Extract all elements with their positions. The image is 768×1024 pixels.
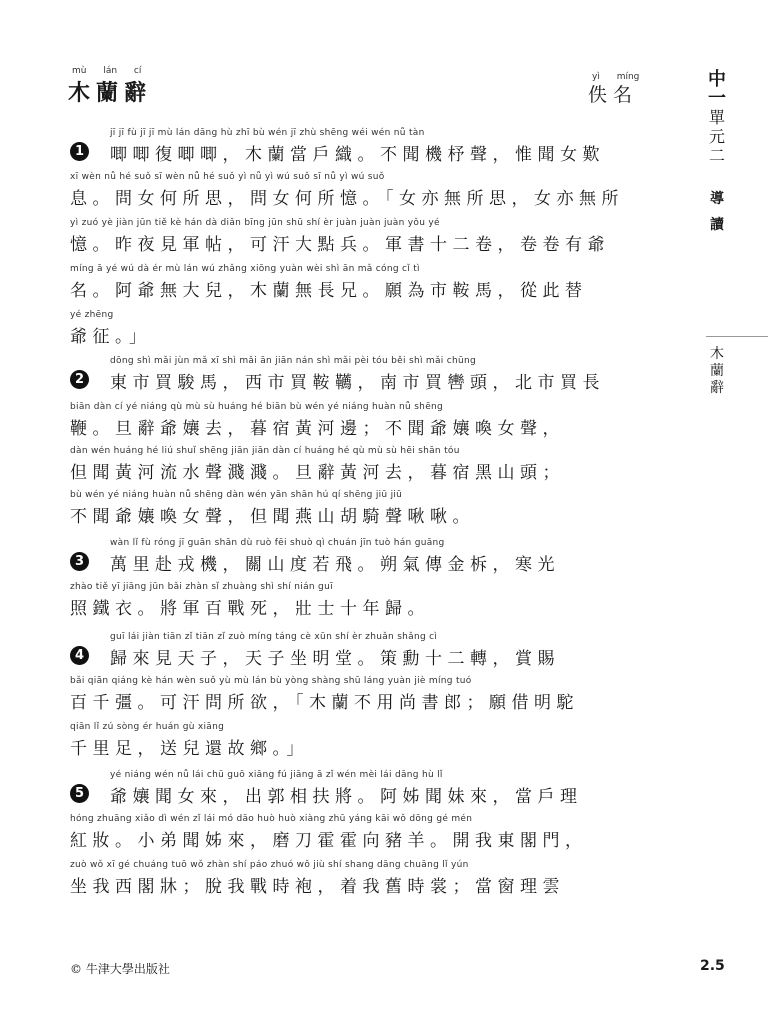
pinyin-line: zhào tiě yī jiāng jūn bǎi zhàn sǐ zhuàng shì shí nián guī bbox=[70, 582, 333, 592]
page-number: 2.5 bbox=[700, 958, 725, 974]
pinyin-line: bǎi qiān qiáng kè hán wèn suǒ yù mù lán bù yòng shàng shū láng yuàn jiè míng tuó bbox=[70, 676, 472, 686]
text-line: 東市買駿馬，西市買鞍韉，南市買轡頭，北市買長 bbox=[110, 373, 605, 393]
text-line: 唧唧復唧唧，木蘭當戶織。不聞機杼聲，惟聞女歎 bbox=[110, 145, 605, 165]
paragraph-number-4: 4 bbox=[70, 646, 89, 665]
text-line: 百千彊。可汗問所欲，「木蘭不用尚書郎；願借明駝 bbox=[70, 693, 579, 713]
paragraph-1-cont bbox=[70, 218, 650, 255]
pinyin-line: yé niáng wén nǚ lái chū guō xiāng fú jiāng ā zǐ wén mèi lái dāng hù lǐ bbox=[110, 770, 443, 780]
author-pinyin: yì míng bbox=[592, 72, 640, 82]
text-line: 但聞黃河流水聲濺濺。旦辭黃河去，暮宿黑山頭； bbox=[70, 463, 565, 483]
side-poem-label: 木 蘭 辭 bbox=[710, 346, 724, 396]
paragraph-4-cont bbox=[70, 676, 650, 713]
paragraph-2-cont bbox=[70, 490, 650, 527]
pinyin-line: wàn lǐ fù róng jī guān shān dù ruò fēi shuò qì chuán jīn tuò hán guāng bbox=[110, 538, 445, 548]
pinyin-line: bù wén yé niáng huàn nǚ shēng dàn wén yān shān hú qí shēng jiū jiū bbox=[70, 490, 403, 500]
text-line: 坐我西閣牀；脫我戰時袍，着我舊時裳；當窗理雲 bbox=[70, 877, 565, 897]
paragraph-4 bbox=[70, 632, 650, 669]
text-line: 不聞爺孃喚女聲，但聞燕山胡騎聲啾啾。 bbox=[70, 507, 475, 527]
paragraph-2-cont bbox=[70, 402, 650, 439]
page-title: 木蘭辭 bbox=[68, 80, 153, 106]
pinyin-line: dàn wén huáng hé liú shuǐ shēng jiān jiān dàn cí huáng hé qù mù sù hēi shān tóu bbox=[70, 446, 460, 456]
text-line: 鞭。旦辭爺孃去，暮宿黃河邊；不聞爺孃喚女聲， bbox=[70, 419, 565, 439]
paragraph-2-cont bbox=[70, 446, 650, 483]
pinyin-line: míng ā yé wú dà ér mù lán wú zhǎng xiōng yuàn wèi shì ān mǎ cóng cǐ tì bbox=[70, 264, 420, 274]
side-guide-label: 導 讀 bbox=[710, 191, 724, 233]
paragraph-1-cont bbox=[70, 310, 650, 347]
text-line: 爺征。」 bbox=[70, 327, 152, 347]
text-line: 紅妝。小弟聞姊來，磨刀霍霍向豬羊。開我東閣門， bbox=[70, 831, 588, 851]
side-unit-label bbox=[706, 70, 728, 165]
paragraph-3 bbox=[70, 538, 650, 575]
paragraph-2 bbox=[70, 356, 650, 393]
pinyin-line: guī lái jiàn tiān zǐ tiān zǐ zuò míng táng cè xūn shí èr zhuǎn shǎng cì bbox=[110, 632, 438, 642]
text-line: 爺孃聞女來，出郭相扶將。阿姊聞妹來，當戶理 bbox=[110, 787, 583, 807]
pinyin-line: qiān lǐ zú sòng ér huán gù xiāng bbox=[70, 722, 225, 732]
pinyin-line: dōng shì mǎi jùn mǎ xī shì mǎi ān jiān nán shì mǎi pèi tóu běi shì mǎi chūng bbox=[110, 356, 477, 366]
text-line: 千里足，送兒還故鄉。」 bbox=[70, 739, 309, 759]
side-unit-top: 中一 bbox=[708, 69, 726, 109]
pinyin-line: zuò wǒ xī gé chuáng tuō wǒ zhàn shí páo zhuó wǒ jiù shí shang dāng chuāng lǐ yún bbox=[70, 860, 469, 870]
copyright-footer: © 牛津大學出版社 bbox=[70, 962, 170, 976]
side-divider bbox=[706, 336, 768, 337]
paragraph-number-2: 2 bbox=[70, 370, 89, 389]
paragraph-number-5: 5 bbox=[70, 784, 89, 803]
paragraph-number-1: 1 bbox=[70, 142, 89, 161]
paragraph-4-cont bbox=[70, 722, 650, 759]
paragraph-5-cont bbox=[70, 860, 650, 897]
text-line: 照鐵衣。將軍百戰死，壯士十年歸。 bbox=[70, 599, 430, 619]
paragraph-number-3: 3 bbox=[70, 552, 89, 571]
pinyin-line: yì zuó yè jiàn jūn tiě kè hán dà diǎn bīng jūn shū shí èr juàn juàn juàn yǒu yé bbox=[70, 218, 440, 228]
text-line: 歸來見天子，天子坐明堂。策勳十二轉，賞賜 bbox=[110, 649, 560, 669]
text-line: 名。阿爺無大兒，木蘭無長兄。願為市鞍馬，從此替 bbox=[70, 281, 588, 301]
text-line: 憶。昨夜見軍帖，可汗大點兵。軍書十二卷，卷卷有爺 bbox=[70, 235, 610, 255]
pinyin-line: jī jī fù jī jī mù lán dāng hù zhī bù wén jī zhù shēng wéi wén nǚ tàn bbox=[110, 128, 425, 138]
text-line: 萬里赴戎機，關山度若飛。朔氣傳金柝，寒光 bbox=[110, 555, 560, 575]
paragraph-1-cont bbox=[70, 172, 650, 209]
paragraph-5 bbox=[70, 770, 650, 807]
pinyin-line: yé zhēng bbox=[70, 310, 114, 320]
pinyin-line: xī wèn nǚ hé suǒ sī wèn nǚ hé suǒ yì nǚ yì wú suǒ sī nǚ yì wú suǒ bbox=[70, 172, 385, 182]
pinyin-line: biān dàn cí yé niáng qù mù sù huáng hé biān bù wén yé niáng huàn nǚ shēng bbox=[70, 402, 444, 412]
text-line: 息。問女何所思，問女何所憶。「女亦無所思，女亦無所 bbox=[70, 189, 624, 209]
paragraph-1-cont bbox=[70, 264, 650, 301]
side-unit-bottom: 單 元 二 bbox=[708, 108, 725, 165]
paragraph-3-cont bbox=[70, 582, 650, 619]
paragraph-1 bbox=[70, 128, 650, 165]
paragraph-5-cont bbox=[70, 814, 650, 851]
title-pinyin: mù lán cí bbox=[72, 66, 142, 76]
author-name: 佚名 bbox=[588, 84, 639, 106]
pinyin-line: hóng zhuāng xiǎo dì wén zǐ lái mó dāo huò huò xiàng zhū yáng kāi wǒ dōng gé mén bbox=[70, 814, 473, 824]
